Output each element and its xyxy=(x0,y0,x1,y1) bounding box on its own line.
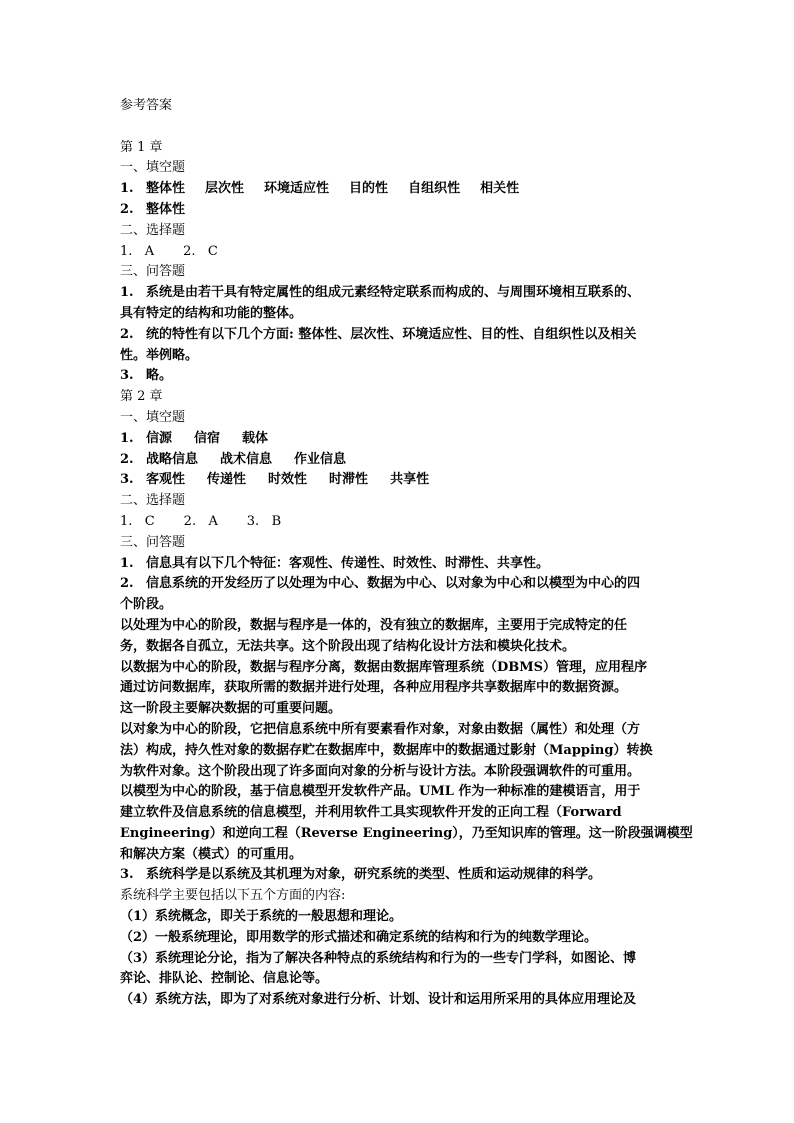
answer-term: 信源 xyxy=(146,430,173,446)
document-page xyxy=(120,96,694,1011)
answer-term: 层次性 xyxy=(205,181,245,197)
answer-line xyxy=(120,865,694,886)
paragraph-line: 通过访问数据库，获取所需的数据并进行处理，各种应用程序共享数据库中的数据资源。 xyxy=(120,680,628,696)
paragraph-line: 建立软件及信息系统的信息模型，并利用软件工具实现软件开发的正向工程（Forward xyxy=(120,805,622,821)
answer-line xyxy=(120,200,694,221)
paragraph-line: 系统科学主要包括以下五个方面的内容: xyxy=(120,888,346,904)
paragraph-line: 以对象为中心的阶段，它把信息系统中所有要素看作对象，对象由数据（属性）和处理（方 xyxy=(120,721,641,737)
answer-line xyxy=(120,366,694,387)
answer-line: 具有特定的结构和功能的整体。 xyxy=(120,305,303,321)
item-number: 1. xyxy=(120,181,134,197)
section-fill-heading: 一、填空题 xyxy=(120,409,186,425)
answer-text: 系统科学是以系统及其机理为对象，研究系统的类型、性质和运动规律的科学。 xyxy=(146,867,602,883)
item-number: 3. xyxy=(120,368,134,384)
item-number: 2. xyxy=(120,451,134,467)
paragraph-line: 弈论、排队论、控制论、信息论等。 xyxy=(120,971,329,987)
paragraph-line: 以处理为中心的阶段，数据与程序是一体的，没有独立的数据库，主要用于完成特定的任 xyxy=(120,617,628,633)
answer-term: 环境适应性 xyxy=(264,181,330,197)
answer-line xyxy=(120,450,694,471)
answer-term: 信宿 xyxy=(194,430,221,446)
answer-term: 整体性 xyxy=(146,181,186,197)
paragraph-line: （1）系统概念，即关于系统的一般思想和理论。 xyxy=(120,909,403,925)
item-number: 3. xyxy=(120,472,134,488)
answer-term: 客观性 xyxy=(146,472,186,488)
answer-line: 性。举例略。 xyxy=(120,347,199,363)
paragraph-line: 这一阶段主要解决数据的可重要问题。 xyxy=(120,701,342,717)
item-number: 1. xyxy=(120,555,134,571)
item-number: 1. xyxy=(120,430,134,446)
answer-text: 统的特性有以下几个方面: 整体性、层次性、环境适应性、目的性、自组织性以及相关 xyxy=(146,326,637,342)
answer-text: 信息具有以下几个特征：客观性、传递性、时效性、时滞性、共享性。 xyxy=(146,555,550,571)
spacer xyxy=(120,117,694,138)
chapter-2-heading: 第 2 章 xyxy=(120,389,163,405)
section-choice-heading: 二、选择题 xyxy=(120,222,186,238)
paragraph-line: 为软件对象。这个阶段出现了许多面向对象的分析与设计方法。本阶段强调软件的可重用。 xyxy=(120,763,641,779)
paragraph-line: （4）系统方法，即为了对系统对象进行分析、计划、设计和运用所采用的具体应用理论及 xyxy=(120,992,637,1008)
choice-answers: 1. A 2. C xyxy=(120,243,218,259)
answer-line xyxy=(120,554,694,575)
answer-term: 时滞性 xyxy=(329,472,369,488)
answer-line xyxy=(120,470,694,491)
section-qa-heading: 三、问答题 xyxy=(120,264,186,280)
answer-text: 略。 xyxy=(146,368,173,384)
paragraph-line: 和解决方案（模式）的可重用。 xyxy=(120,846,303,862)
answer-line xyxy=(120,283,694,304)
chapter-1-heading: 第 1 章 xyxy=(120,139,163,155)
answer-term: 载体 xyxy=(242,430,269,446)
answer-text: 信息系统的开发经历了以处理为中心、数据为中心、以对象为中心和以模型为中心的四 xyxy=(146,576,641,592)
answer-term: 相关性 xyxy=(480,181,520,197)
answer-line xyxy=(120,325,694,346)
paragraph-line: 以数据为中心的阶段，数据与程序分离，数据由数据库管理系统（DBMS）管理，应用程序 xyxy=(120,659,648,675)
answer-line xyxy=(120,179,694,200)
paragraph-line: （2）一般系统理论，即用数学的形式描述和确定系统的结构和行为的纯数学理论。 xyxy=(120,929,598,945)
paragraph-line: 务，数据各自孤立，无法共享。这个阶段出现了结构化设计方法和模块化技术。 xyxy=(120,638,576,654)
paragraph-line: 以模型为中心的阶段，基于信息模型开发软件产品。UML 作为一种标准的建模语言，用于 xyxy=(120,784,641,800)
paragraph-line: Engineering）和逆向工程（Reverse Engineering），乃至知识库的管理。这一阶段强调模型 xyxy=(120,825,693,841)
answer-term: 时效性 xyxy=(268,472,308,488)
item-number: 2. xyxy=(120,201,134,217)
answer-term: 自组织性 xyxy=(408,181,461,197)
document-title: 参考答案 xyxy=(120,98,173,113)
answer-text: 整体性 xyxy=(146,201,186,217)
answer-term: 目的性 xyxy=(349,181,389,197)
answer-term: 战术信息 xyxy=(220,451,273,467)
answer-term: 传递性 xyxy=(207,472,247,488)
item-number: 3. xyxy=(120,867,134,883)
answer-line: 个阶段。 xyxy=(120,597,173,613)
answer-term: 共享性 xyxy=(390,472,430,488)
section-qa-heading: 三、问答题 xyxy=(120,534,186,550)
answer-term: 作业信息 xyxy=(294,451,347,467)
item-number: 2. xyxy=(120,326,134,342)
paragraph-line: 法）构成，持久性对象的数据存贮在数据库中，数据库中的数据通过影射（Mapping）转换 xyxy=(120,742,653,758)
choice-answers: 1. C 2. A 3. B xyxy=(120,513,282,529)
paragraph-line: （3）系统理论分论，指为了解决各种特点的系统结构和行为的一些专门学科，如图论、博 xyxy=(120,950,637,966)
section-fill-heading: 一、填空题 xyxy=(120,160,186,176)
answer-term: 战略信息 xyxy=(146,451,199,467)
answer-line xyxy=(120,574,694,595)
item-number: 2. xyxy=(120,576,134,592)
answer-text: 系统是由若干具有特定属性的组成元素经特定联系而构成的、与周围环境相互联系的、 xyxy=(146,285,641,301)
item-number: 1. xyxy=(120,285,134,301)
section-choice-heading: 二、选择题 xyxy=(120,493,186,509)
answer-line xyxy=(120,429,694,450)
